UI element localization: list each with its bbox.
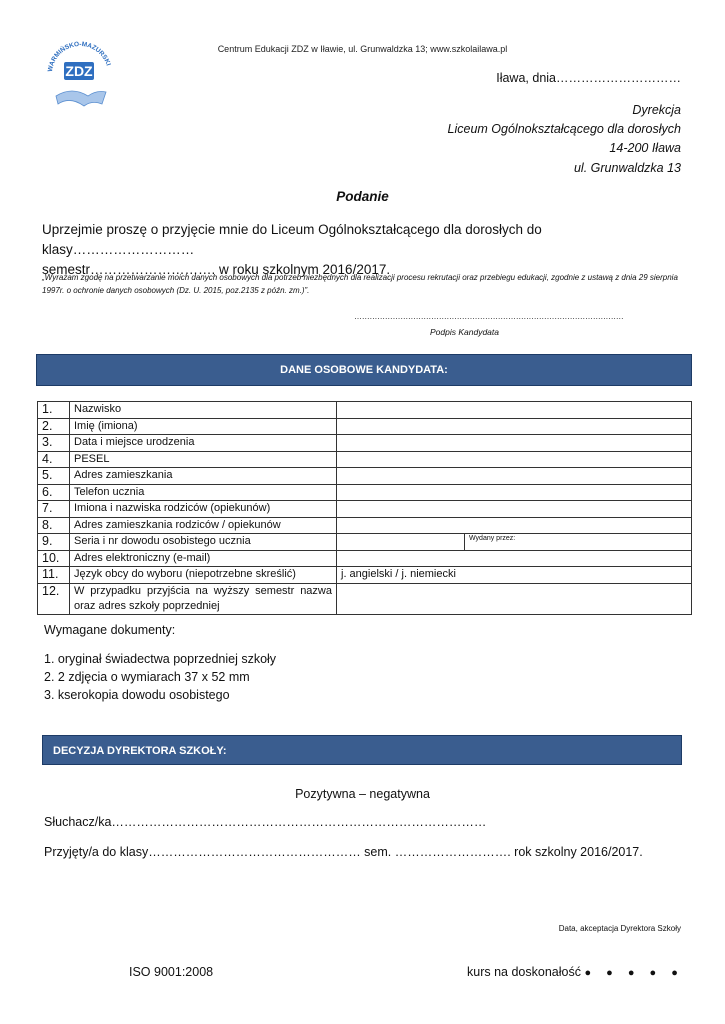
- row-label: Seria i nr dowodu osobistego ucznia: [70, 534, 337, 551]
- value-field[interactable]: [337, 583, 692, 614]
- logo-text: ZDZ: [65, 63, 93, 79]
- row-label: Adres zamieszkania: [70, 468, 337, 485]
- row-label: Nazwisko: [70, 402, 337, 419]
- row-number: 11.: [38, 567, 70, 584]
- row-label: W przypadku przyjścia na wyższy semestr nazwa oraz adres szkoły poprzedniej: [70, 583, 337, 614]
- kurs-text: kurs na doskonałość: [467, 965, 581, 979]
- recipient-line: ul. Grunwaldzka 13: [573, 160, 681, 175]
- table-row: [38, 550, 692, 567]
- row-label: Telefon ucznia: [70, 484, 337, 501]
- request-text: [42, 220, 692, 280]
- list-item: 3. kserokopia dowodu osobistego: [44, 688, 230, 702]
- director-approval-label: Data, akceptacja Dyrektora Szkoły: [558, 924, 681, 933]
- admitted-line: Przyjęty/a do klasy…………………………………………… sem. ………………………. rok szkolny 2016/2017.: [44, 845, 643, 859]
- list-item: 2. 2 zdjęcia o wymiarach 37 x 52 mm: [44, 670, 250, 684]
- kurs-label: [467, 965, 684, 979]
- row-label: PESEL: [70, 451, 337, 468]
- personal-data-table: [37, 401, 692, 615]
- table-row: [38, 468, 692, 485]
- value-field[interactable]: j. angielski / j. niemiecki: [337, 567, 692, 584]
- request-line: Uprzejmie proszę o przyjęcie mnie do Liceum Ogólnokształcącego dla dorosłych do klasy………………………: [42, 222, 542, 257]
- table-row: [38, 451, 692, 468]
- value-field[interactable]: [337, 534, 465, 551]
- recipient-line: Liceum Ogólnokształcącego dla dorosłych: [447, 122, 681, 137]
- table-row: [38, 534, 692, 551]
- required-docs-title: Wymagane dokumenty:: [44, 623, 176, 637]
- table-row: [38, 501, 692, 518]
- quality-dots: ● ● ● ● ●: [584, 967, 684, 979]
- row-number: 6.: [38, 484, 70, 501]
- value-field[interactable]: [337, 435, 692, 452]
- value-field[interactable]: [337, 550, 692, 567]
- recipient-line: Dyrekcja: [632, 103, 681, 117]
- table-row: [38, 435, 692, 452]
- zdz-logo-icon: [44, 34, 116, 114]
- row-number: 5.: [38, 468, 70, 485]
- row-number: 1.: [38, 402, 70, 419]
- institution-header: Centrum Edukacji ZDZ w Iławie, ul. Grunwaldzka 13; www.szkolailawa.pl: [217, 44, 508, 54]
- value-field[interactable]: [337, 517, 692, 534]
- consent-clause: „Wyrażam zgodę na przetwarzanie moich danych osobowych dla potrzeb niezbędnych dla realizacji procesu rekrutacji oraz przebiegu edukacji, zgodnie z ustawą z dnia 29 sierpnia 1997r. o ochronie danych osobowych (Dz. U. 2015, poz.2135 z późn. zm.)”.: [42, 273, 678, 295]
- zdz-logo: [44, 34, 116, 114]
- signature-label: Podpis Kandydata: [430, 327, 499, 337]
- row-number: 12.: [38, 583, 70, 614]
- logo-arc-text: WARMIŃSKO-MAZURSKI: [46, 40, 112, 73]
- iso-label: ISO 9001:2008: [129, 965, 214, 979]
- director-decision-heading: DECYZJA DYREKTORA SZKOŁY:: [42, 735, 682, 765]
- row-number: 7.: [38, 501, 70, 518]
- row-number: 10.: [38, 550, 70, 567]
- signature-line: ……………………………………………………………………………………………: [354, 312, 624, 321]
- row-number: 9.: [38, 534, 70, 551]
- row-number: 4.: [38, 451, 70, 468]
- value-field[interactable]: [337, 501, 692, 518]
- required-docs-list: [44, 650, 276, 704]
- value-field[interactable]: [337, 468, 692, 485]
- request-line: semestr………………………. w roku szkolnym 2016/2017.: [42, 262, 391, 277]
- logo-book-shape: [56, 91, 106, 106]
- row-label: Język obcy do wyboru (niepotrzebne skreślić): [70, 567, 337, 584]
- table-row: [38, 583, 692, 614]
- row-label: Imiona i nazwiska rodziców (opiekunów): [70, 501, 337, 518]
- personal-data-heading: DANE OSOBOWE KANDYDATA:: [36, 354, 692, 386]
- value-field[interactable]: [337, 418, 692, 435]
- row-label: Imię (imiona): [70, 418, 337, 435]
- row-label: Adres elektroniczny (e-mail): [70, 550, 337, 567]
- table-row: [38, 567, 692, 584]
- value-field[interactable]: [337, 484, 692, 501]
- value-field[interactable]: [337, 451, 692, 468]
- row-number: 8.: [38, 517, 70, 534]
- table-row: [38, 418, 692, 435]
- issued-by-field[interactable]: Wydany przez:: [465, 534, 692, 551]
- table-row: [38, 402, 692, 419]
- row-label: Adres zamieszkania rodziców / opiekunów: [70, 517, 337, 534]
- recipient-block: [448, 101, 681, 178]
- recipient-line: 14-200 Iława: [609, 141, 681, 156]
- student-line: Słuchacz/ka………………………………………………………………………………: [44, 815, 487, 829]
- place-date-line: Iława, dnia…………………………: [496, 71, 681, 85]
- row-number: 2.: [38, 418, 70, 435]
- row-label: Data i miejsce urodzenia: [70, 435, 337, 452]
- row-number: 3.: [38, 435, 70, 452]
- document-title: Podanie: [336, 189, 389, 204]
- decision-options: Pozytywna – negatywna: [295, 787, 430, 801]
- table-row: [38, 517, 692, 534]
- value-field[interactable]: [337, 402, 692, 419]
- list-item: 1. oryginał świadectwa poprzedniej szkoły: [44, 652, 277, 666]
- table-row: [38, 484, 692, 501]
